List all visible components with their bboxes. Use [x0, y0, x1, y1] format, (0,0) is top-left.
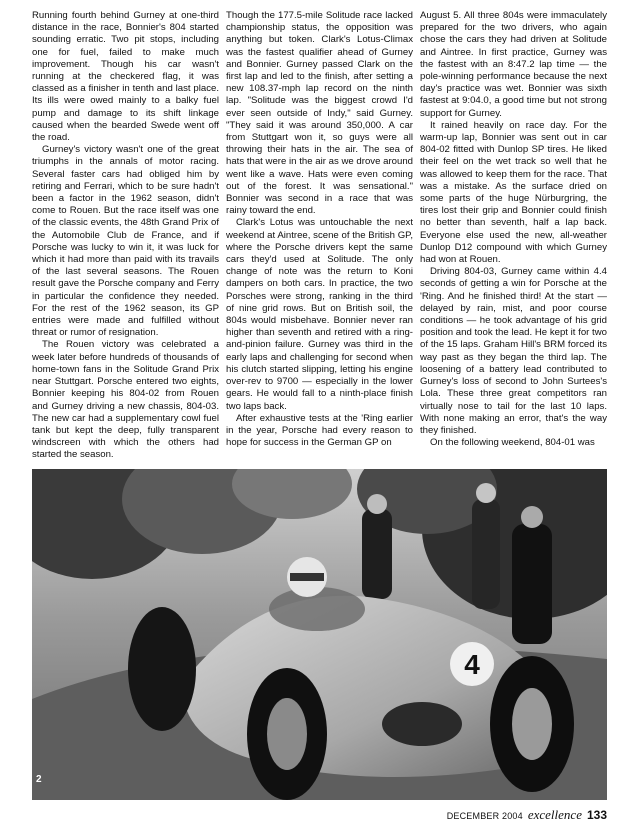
- paragraph: Though the 177.5-mile Solitude race lacked championship status, the opposition was anything but token. Clark's Lotus-Climax was the fastest qualifier ahead of Gurney and Bonnier. Gurney passed Clark on the first lap and led to the finish, after setting a new 108.37-mph lap record on the ninth lap. "Solitude was the biggest crowd I'd ever seen outside of Indy," said Gurney. "They said it was around 350,000. A car from Stuttgart won it, so guys were all throwing their hats in the air. The sea of hats that were in the air as we drove around went like a wave. Hats were even coming out of the forest. It was sensational." Bonnier was second in a race that was rainy toward the end.: [226, 10, 413, 217]
- paragraph: It rained heavily on race day. For the warm-up lap, Bonnier was sent out in car 804-02 fitted with Dunlop SP tires. He liked their feel on the wet track so well that he was allowed to keep them for the race. That was a mistake. As the surface dried on some parts of the huge Nürburgring, the tires lost their grip and Bonnier could finish no better than seventh, half a lap back. Everyone else used the new, all-weather Dunlop D12 compound with which Gurney had won at Rouen.: [420, 119, 607, 266]
- photo-number: 2: [36, 774, 42, 785]
- paragraph: August 5. All three 804s were immaculately prepared for the two drivers, who again chose the cars they had driven at Solitude and Aintree. In first practice, Gurney was the fastest with an 8:47.2 lap time — the pole-winning performance because the next day's practice was wet. Bonnier was sixth fastest at 9:04.0, a good time but not strong support for Gurney.: [420, 10, 607, 119]
- issue-date: DECEMBER 2004: [446, 811, 523, 821]
- magazine-name: excellence: [527, 807, 582, 822]
- page-number: 133: [586, 808, 607, 822]
- page-footer: [447, 807, 607, 823]
- paragraph: Driving 804-03, Gurney came within 4.4 seconds of getting a win for Porsche at the 'Ring. And he finished third! At the start — delayed by rain, mist, and poor course conditions — he took advantage of his grid position and took the lead. He kept it for two of the 15 laps. Graham Hill's BRM forced its way past as they began the third lap. The loosening of a battery lead contributed to Gurney's loss of second to John Surtees's Lola. These three great competitors ran virtually nose to tail for the last 10 laps. With none making an error, that's the way they finished.: [420, 266, 607, 436]
- article-column-1: [32, 10, 219, 462]
- paragraph: The Rouen victory was celebrated a week later before hundreds of thousands of home-town fans in the Solitude Grand Prix near Stuttgart. Porsche entered two eights, Bonnier keeping his 804-02 from Rouen and Gurney driving a new chassis, 804-03. The new car had a supplementary cowl fuel tank but kept the deep, fully transparent windscreen with which the others had started the season.: [32, 339, 219, 461]
- paragraph: Clark's Lotus was untouchable the next weekend at Aintree, scene of the British GP, where the Porsche drivers kept the same cars they'd used at Solitude. The only change of note was the return to Koni dampers on both cars. In practice, the two Porsches were strong, ranking in the third of nine grid rows. But on British soil, the 804s would misbehave. Bonnier never ran higher than seventh and retired with a ring-and-pinion failure. Gurney was third in the early laps and challenging for second when his clutch started slipping, letting his engine over-rev to 9700 — especially in the lower gears. He would fall to a ninth-place finish two laps back.: [226, 217, 413, 412]
- paragraph: Running fourth behind Gurney at one-third distance in the race, Bonnier's 804 started sounding erratic. Two pit stops, including one for fuel, failed to make much improvement. Though his car wasn't running at the checkered flag, it was classed as a finisher in tenth and last place. Its ills were owed mainly to a balky fuel pump and damage to its shift linkage caused when the bearded Swede went off the road.: [32, 10, 219, 144]
- paragraph: On the following weekend, 804-01 was: [430, 437, 595, 449]
- article-column-3: [420, 10, 607, 449]
- article-column-2: [226, 10, 413, 449]
- paragraph: After exhaustive tests at the 'Ring earlier in the year, Porsche had every reason to hope for success in the German GP on: [226, 412, 413, 449]
- car-number: 4: [464, 649, 480, 680]
- paragraph: Gurney's victory wasn't one of the great triumphs in the annals of motor racing. Several faster cars had obliged him by retiring and Ferrari, which to be sure hadn't been a factor in the 1962 season, didn't come to Rouen. But the race itself was one of the classic events, the 48th Grand Prix of the Automobile Club de France, and if Porsche was lucky to win it, it was luck for which it had more than paid with its travails of the last several seasons. The Rouen result gave the Porsche company and Ferry in particular the confidence they needed. For the rest of the 1962 season, its GP entries were made and fulfilled without threat or rumor of resignation.: [32, 144, 219, 339]
- race-car-photo: [32, 469, 607, 800]
